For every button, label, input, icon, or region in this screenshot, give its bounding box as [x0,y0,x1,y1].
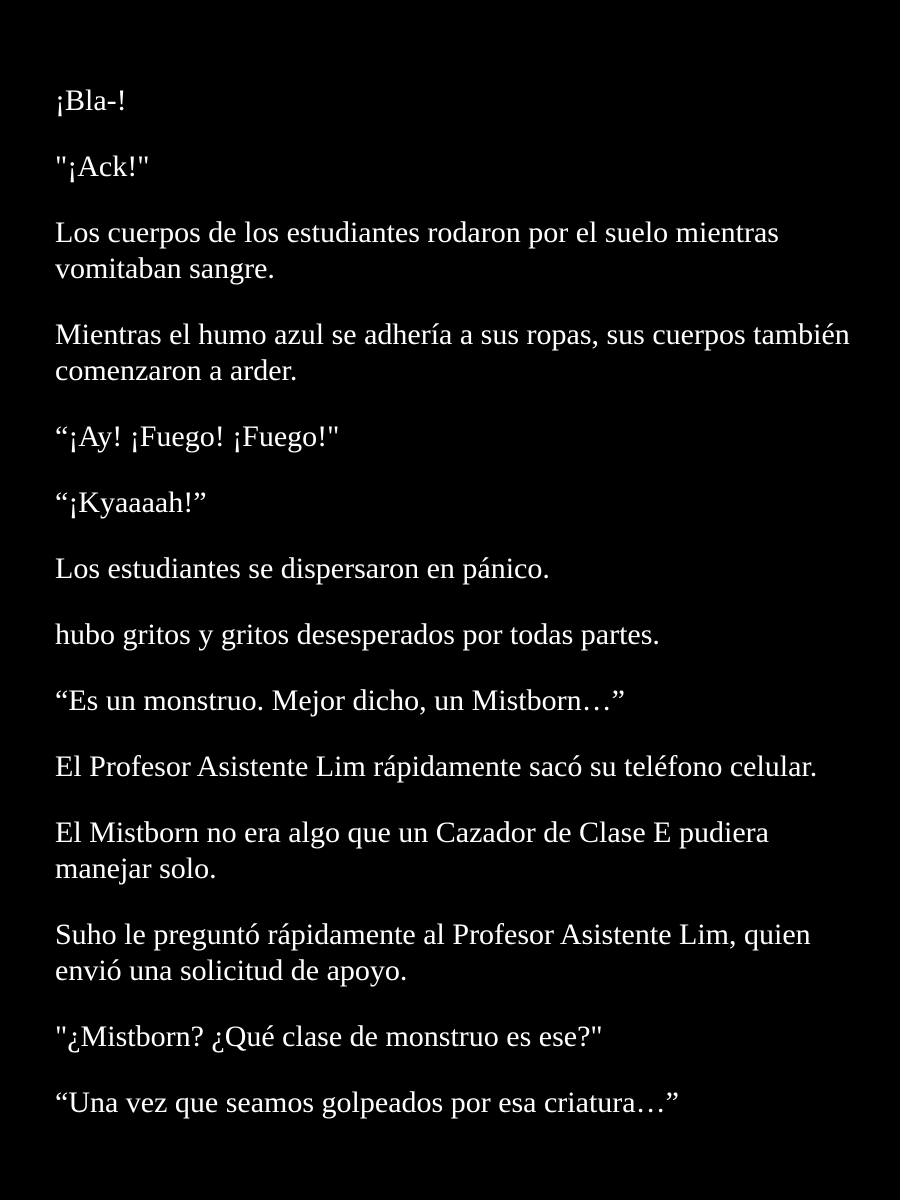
paragraph: “¡Kyaaaah!” [55,486,207,519]
paragraph: El Profesor Asistente Lim rápidamente sacó su teléfono celular. [55,750,818,783]
paragraph: hubo gritos y gritos desesperados por todas partes. [55,618,660,651]
paragraph: ¡Bla-! [55,84,127,117]
paragraph: Los cuerpos de los estudiantes rodaron por el suelo mientras vomitaban sangre. [55,216,779,285]
paragraph: "¿Mistborn? ¿Qué clase de monstruo es ese?" [55,1020,603,1053]
novel-text-column [55,83,855,1121]
paragraph: “¡Ay! ¡Fuego! ¡Fuego!" [55,420,340,453]
paragraph: Suho le preguntó rápidamente al Profesor Asistente Lim, quien envió una solicitud de apoyo. [55,918,811,987]
paragraph: “Una vez que seamos golpeados por esa criatura…” [55,1086,679,1119]
paragraph: "¡Ack!" [55,150,150,183]
paragraph: Los estudiantes se dispersaron en pánico. [55,552,550,585]
paragraph: “Es un monstruo. Mejor dicho, un Mistborn…” [55,684,625,717]
paragraph: Mientras el humo azul se adhería a sus ropas, sus cuerpos también comenzaron a arder. [55,318,850,387]
paragraph: El Mistborn no era algo que un Cazador de Clase E pudiera manejar solo. [55,816,769,885]
